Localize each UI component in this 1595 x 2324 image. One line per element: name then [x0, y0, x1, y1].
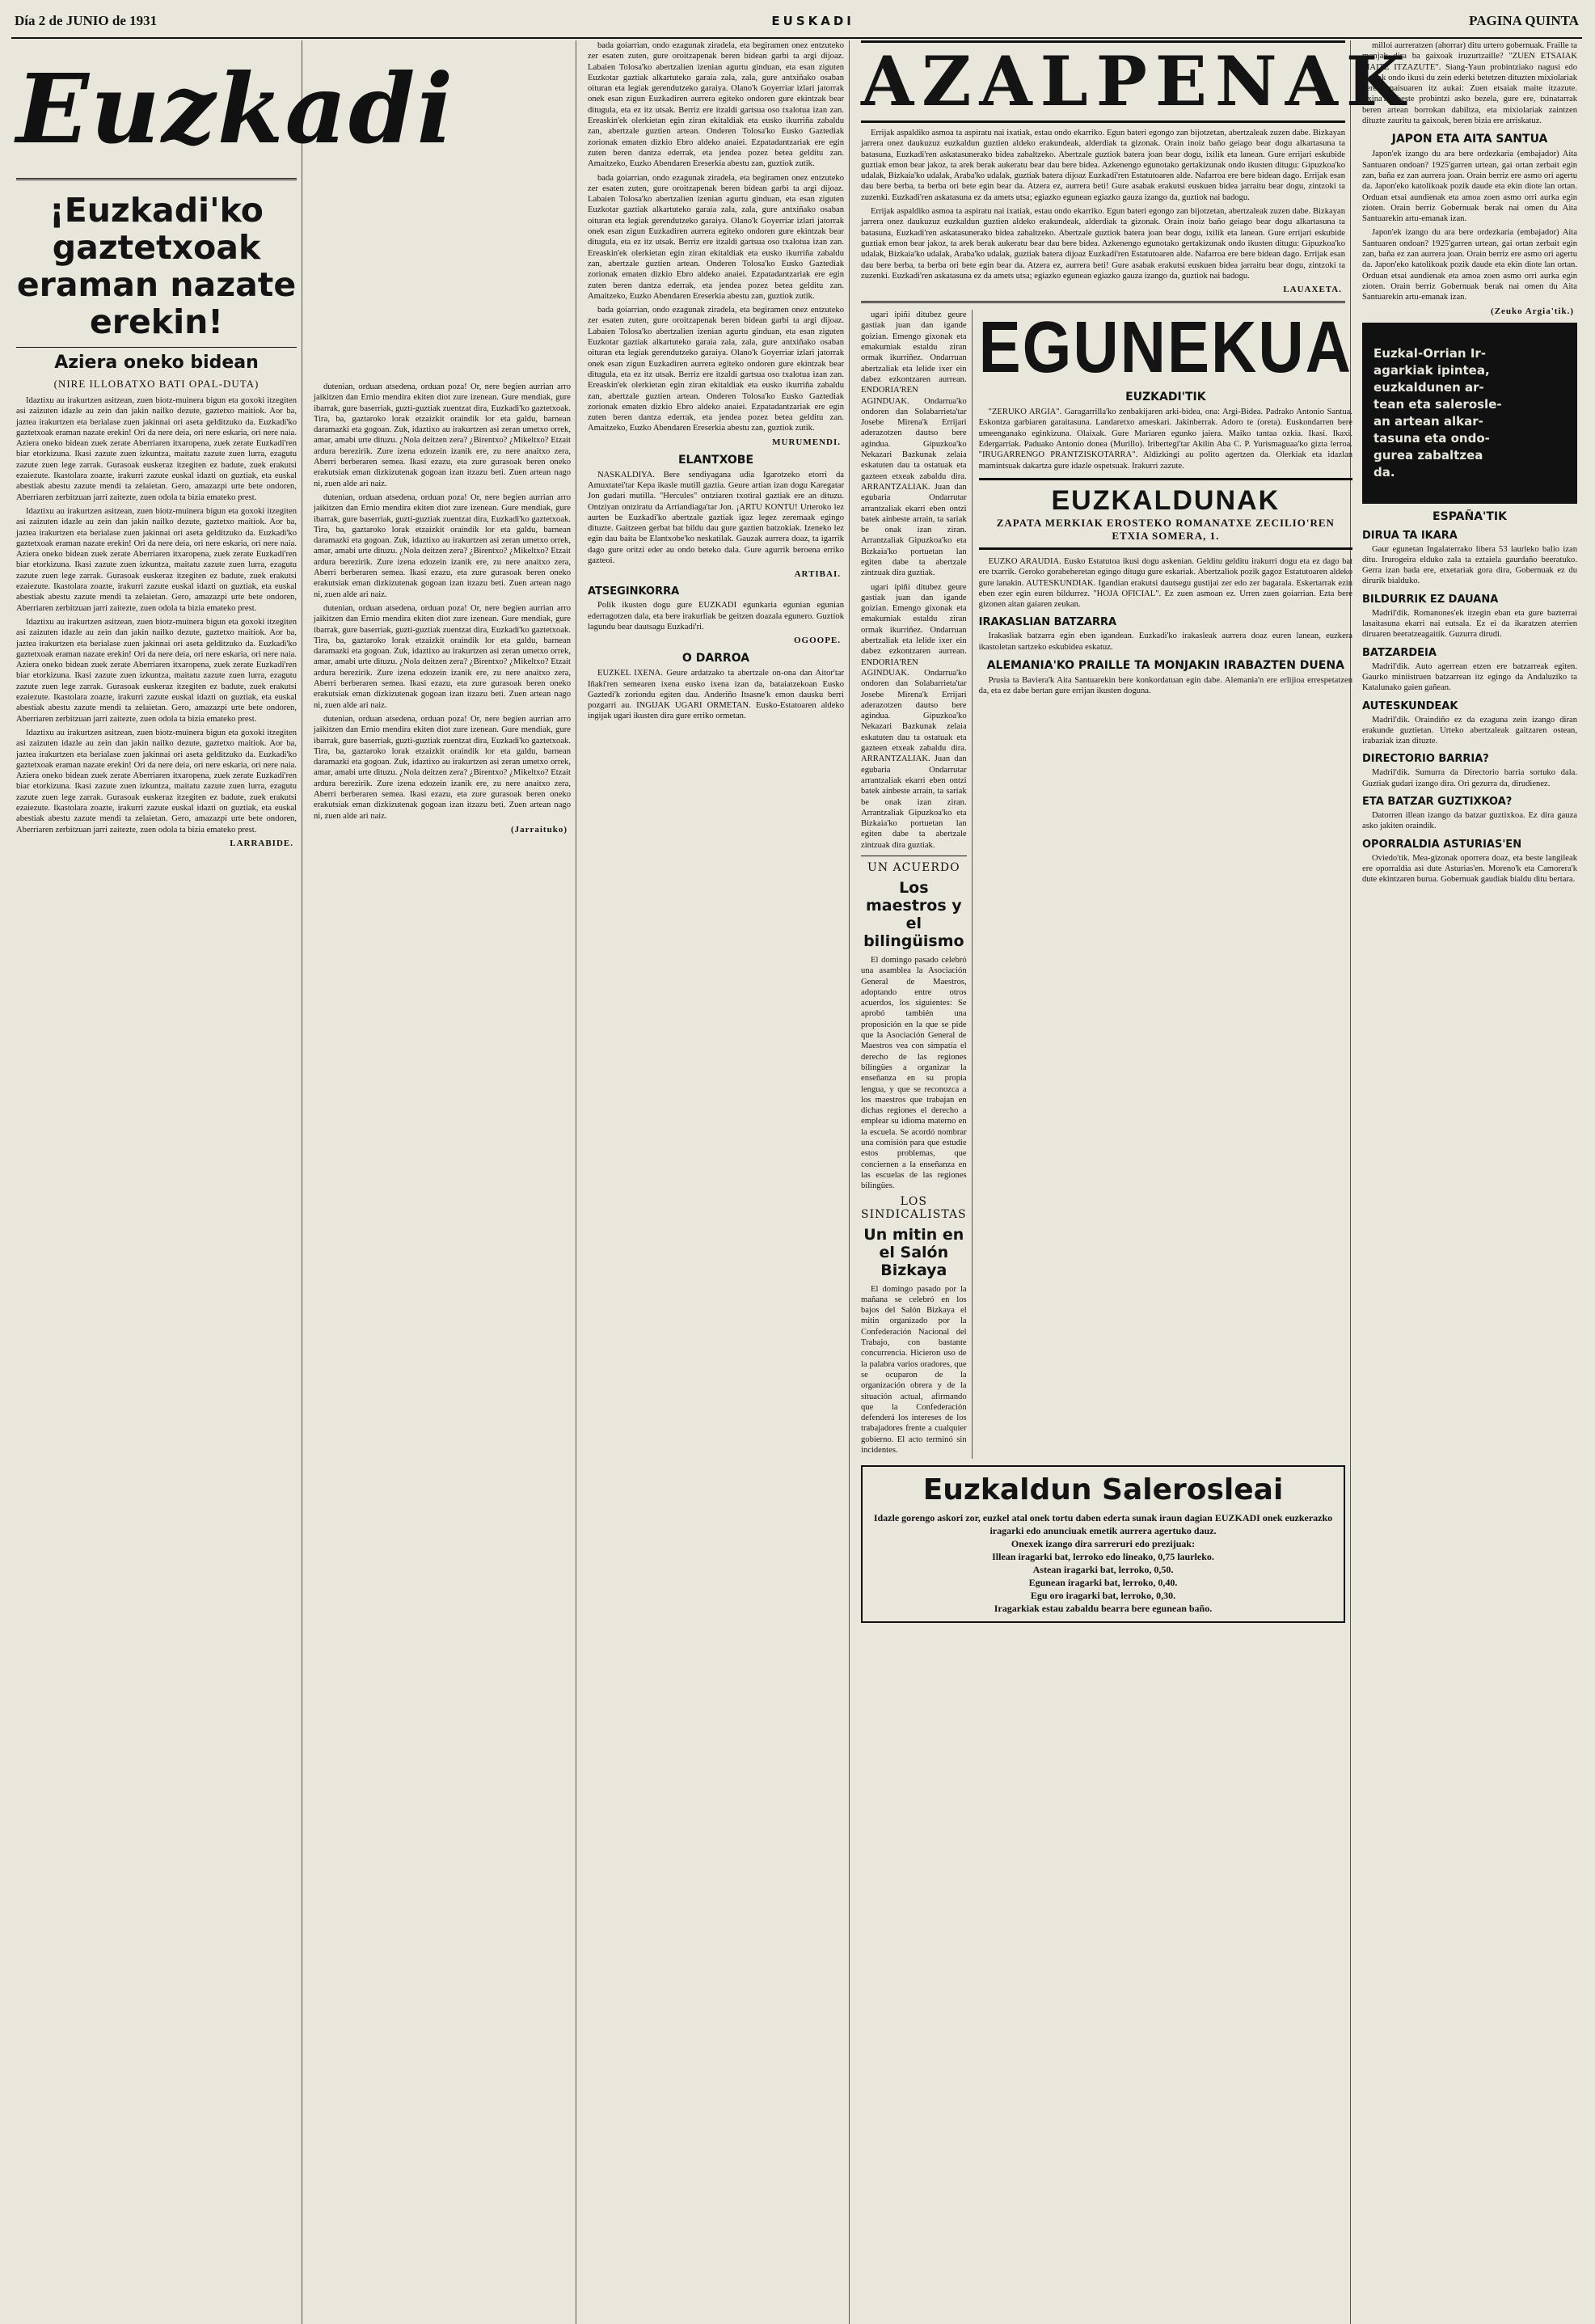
- ad-line: Egu oro iragarki bat, lerroko, 0,30.: [1030, 1590, 1176, 1602]
- header-date: Día 2 de JUNIO de 1931: [15, 13, 158, 28]
- bildurrik-body: Madril'dik. Romanones'ek itzegin eban eta gure bazterrai lasaitasuna ekarri nai eutsala. Ez ei da ikaratzen aterrien diruaren beeratzeagaitik. Guzurra dirudi.: [1362, 608, 1577, 640]
- alemania-body: Prusia ta Baviera'k Aita Santuarekin bere konkordatuan egin dabe. Alemania'n ere erlijioa errespetatzen da, eta ez dabe bertan gure errijan ikusten doguna.: [978, 676, 1353, 696]
- euzkaldunak-title: EUZKALDUNAK: [1051, 484, 1281, 516]
- section-maestros: Los maestros y el bilingüismo: [863, 879, 964, 950]
- column-4-right: [978, 306, 1353, 1459]
- black-notice-box: [1362, 323, 1577, 504]
- ad-line: Egunean iragarki bat, lerroko, 0,40.: [1028, 1577, 1178, 1589]
- article-body-continued-2: dutenian, orduan atsedena, orduan poza! Or, nere begien aurrian arro jaikitzen dan Ernio mendira ekiten diot zure izenean. Gure mendiak, gure ibarrak, gure baserriak, guzti-guztiak zuentzat dira, Euzkadi'ko gaztetxoak. Tira, ba, gaztaroko lorak etzaizkit oraindik lor eta galdu, barnean daramazki eta gogoan. Zuk, idaztixo au irakurtzen asi zeran umetxo orrek, amar, amabi urte dituzu. ¿Nola deitzen zera? ¿Birentxo? ¿Mikeltxo? Etzait ardura berezirik. Zure izena edozein izanik ere, zu nere anaitxo zera, Aberri berberaren semea. Ikasi ezazu, eta zure gurasoak beren oneko erakutsiak eman dizkizutenak gogoan izan itzazu beti. Zuen artean nago ni, zuen alde ari naiz.: [314, 603, 571, 710]
- article-body: milloi aurreratzen (ahorrar) ditu urtero gobernuak. Fraille ta monjak dira ba gaixoak iruzurtzaille? "ZUEN ETSAIAK MAITE ITZAZUTE". Siang-Yaun probintziako nagusi edo buruak ondo ikusi du zein ederki betetzen dituzten mixiolariak beren maisuaren itz aukai: Zuen etsaiak maite itzazute. Txina'ko beste probintzi asko bezela, gure ere, txinatarrak beren artean borrokan dabiltza, eta mixiolariak zaintzen dituzte zauritu ta gaixoak, beren bizia ere arriskatuz.: [1362, 41, 1577, 126]
- ad-line: Onexek izango dira sarreruri edo prezijuak:: [1011, 1538, 1196, 1550]
- euzkaldun-salerosleai-ad: [861, 1465, 1345, 1623]
- article-subhead: Aziera oneko bidean: [16, 347, 297, 373]
- directorio-body: Madril'dik. Sumurra da Directorio barria sortuko dala. Guztiak gudari izango dira. Ori gezurra da, dirudienez.: [1362, 768, 1577, 788]
- atsegin-body: Polik ikusten dogu gure EUZKADI egunkaria egunian egunian ederragotzen dala, eta bere irakurliak be geitzen doazala egunero. Guztiok lagundu bear dautsagu Euzkadi'ri.: [588, 601, 844, 632]
- article-body-continued: Idaztixu au irakurtzen asitzean, zuen biotz-muinera bigun eta goxoki itzegiten asi zaizuten idazle au zein dan jakin nailko dezute, gaztetxo maitiok. Aor ba, jaztea irakurtzen eta berialase zuen jakinnai ori aseta gelditzuko da. Euzkadi'ko gaztetxoak eraman nazate erekin! Ori da nere deia, ori nere eskaria, ori nere naia. Aziera oneko bidean zuek zerate Aberriaren itxaropena, zuek zerate Euzkadi'ren biar etorkizuna. Ikasi zazute zuen izkuntza, maitatu zazute zuen lurra, ezagutu zazute zuen lege zarrak. Gurasoak euskeraz itzegiten ez badute, zuek erakutsi ezaiezute. Ikastolara zoazte, irakurri zazute euskal idazti on guztiak, eta euskal abestiak abestu zazute mendi ta zelaietan. Gero, amazazpi urte bete ondoren, Aberriaren zerbitzuan jarri zaitezte, zuen odola ta bizia emateko prest.: [16, 506, 297, 613]
- araudia-body: EUZKO ARAUDIA. Eusko Estatutoa ikusi dogu askenian. Gelditu gelditu irakurri dogu eta ez dago bat ere txarrik. Geroko gorabeheretan egingo ditugu gure eskariak. Abertzaliok pozik gagoz Estatutoaren aldeko gure lanakin. AUTESKUNDIAK. Igandian erakutsi dautsegu gustijai zer edo zer bagarala. Eskertarrak ezin eben ezer egin euren bildurrez. "HOJA OFICIAL". Ez zuen asmoan ez. Urren zuen goiarrian. Ezta bere gizonen aitan gaiaren zeukan.: [978, 556, 1353, 610]
- column-4-left: [861, 310, 973, 1459]
- article-body-continued-2: bada goiarrian, ondo ezagunak ziradela, eta begiramen onez entzuteko zer esaten zuten, gure oroitzapenak beren bidean garbi ta argi dijoaz. Labaien Tolosa'ko abertzalien izenian agurtu ginduan, eta esan ziguten Euzkotar gaztiak alkartuteko garaia zala, zala, gure antxiñako osaban oituran eta legiak gerendutzeko garaiya. Olano'k Goyerriar izlari jatorrak onek esan zigun Euzkadiren aurrera egiteko ondoren gure ekintzak bear ditugula, eta ez itz utsak. Berriz ere itzaldi gartsua oso txalotua izan zan. Ereaskin'ek olerkietan egin ziran ekitaldiak eta eusko ikurriña zabaldu zan, abertzale guztien artean. Onderen Tolosa'ko Eusko Gaztediak zorionak ematen dizkio Ebro aldeko anaiei. Ezpatadantzariak ere egin zuten beren dantza ederrak, eta jendea pozez betea gelditu zan. Amaitzeko, ⁠Euzko Abendaren Ereserkia abestu zan, guztiok zutik.: [588, 306, 844, 433]
- section-alemania: ALEMANIA'KO PRAILLE TA MONJAKIN IRABAZTEN DUENA: [986, 659, 1344, 673]
- azalpenak-body: Errijak aspaldiko asmoa ta aspiratu nai ixatiak, estau ondo ekarriko. Egun bateri egongo zan bijotzetan, abertzaleak zuzen dabe. Bizkayan jarrera onez daukuzuz euzkaldun guztien aldeko erakundeak, alderdiak ta gizonak. Orain inoiz baño geiago bear dogu alkartasuna ta batasuna, Euzkadi'ren askatasunerako bidea zabaltzeko. Abertzale guztiok batera joan bear dogu, ixilik eta lanean. Gure errijari eskubide guztiak emon bear jakoz, ta arek berak aukeratu bear dau bere bidea. Azkenengo egunotako gertakizunak ondo ikusten ditugu: Gipuzkoa'ko udalak, Bizkaia'ko udalak, Araba'ko udalak, guztiak batera dijoaz Euzkadi'ren Estatutoaren alde. Nafarroa ere bere bidean dago. Errijak esan dau bere berba, ta berba ori bete egin bear da. Atzera ez, aurrera beti! Gure asabak erakutsi euskuen bidea jarraitu bear dogu, zintzoki ta zuzenki. Euzkadi'ren askatasuna ez da amets utsa; egiazko egunean egiazko gauza izango da, guztiok nai badogu.: [861, 129, 1345, 202]
- article-body-continued: bada goiarrian, ondo ezagunak ziradela, eta begiramen onez entzuteko zer esaten zuten, gure oroitzapenak beren bidean garbi ta argi dijoaz. Labaien Tolosa'ko abertzalien izenian agurtu ginduan, eta esan ziguten Euzkotar gaztiak alkartuteko garaia zala, zala, gure antxiñako osaban oituran eta legiak gerendutzeko garaiya. Olano'k Goyerriar izlari jatorrak onek esan zigun Euzkadiren aurrera egiteko ondoren gure ekintzak bear ditugula, eta ez itz utsak. Berriz ere itzaldi gartsua oso txalotua izan zan. Ereaskin'ek olerkietan egin ziran ekitaldiak eta eusko ikurriña zabaldu zan, abertzale guztien artean. Onderen Tolosa'ko Eusko Gaztediak zorionak ematen dizkio Ebro aldeko anaiei. Ezpatadantzariak ere egin zuten beren dantza ederrak, eta jendea pozez betea gelditu zan. Amaitzeko, ⁠Euzko Abendaren Ereserkia abestu zan, guztiok zutik.: [588, 173, 844, 301]
- section-directorio: DIRECTORIO BARRIA?: [1362, 753, 1489, 766]
- signature-murumendi: MURUMENDI.: [772, 437, 841, 447]
- section-atsegin: ATSEGINKORRA: [588, 585, 680, 598]
- elantxobe-body: NASKALDIYA. Bere sendiyagana udia Igarotzeko etorri da Amuxtatei'tar Kepa ikasle mutill gaztia. Geure artian izan dogu Karegatar Jon gudari mutilla. "Hercules" ontziaren txotiral gaztiak ere an dituzu. Ontziyan ontziratu da Arriandiaga'tar Jon. ¡ARTU KONTU! Urteroko lez aurten be Euzkadi'ko abertzale gaztiak igaz legez zeremaak egingo dituzte. Gaitzeen gerbat bat bildu dau gure gaztien batzokiak. Izeneko lez egin dau baita be Elantxobe'ko neskatilak. Gauzak aurrera doaz, ta igarrik dago gure oritzi eder au ondo beteko dala. Gure agurrik beroena erriko gazteoi.: [588, 470, 844, 566]
- dirua-body: Gaur egunetan Ingalaterrako libera 53 laurleko balio izan ditu. Irurogeira elduko zala ta eztaiela gaurdaño beeratuko. Gerra izan bada ere, etxetariak gora dira, Gobernuak ez du dirurik bialduko.: [1362, 544, 1577, 586]
- article-kicker: (NIRE ILLOBATXO BATI OPAL-DUTA): [53, 378, 260, 390]
- ad-title: Euzkaldun Salerosleai: [922, 1473, 1284, 1507]
- notice-line: agarkiak ipintea,: [1373, 362, 1490, 378]
- article-body-continued: dutenian, orduan atsedena, orduan poza! Or, nere begien aurrian arro jaikitzen dan Ernio mendira ekiten diot zure izenean. Gure mendiak, gure ibarrak, gure baserriak, guzti-guztiak zuentzat dira, Euzkadi'ko gaztetxoak. Tira, ba, gaztaroko lorak etzaizkit oraindik lor eta galdu, barnean daramazki eta gogoan. Zuk, idaztixo au irakurtzen asi zeran umetxo orrek, amar, amabi urte dituzu. ¿Nola deitzen zera? ¿Birentxo? ¿Mikeltxo? Etzait ardura berezirik. Zure izena edozein izanik ere, zu nere anaitxo zera, Aberri berberaren semea. Ikasi ezazu, eta zure gurasoak beren oneko erakutsiak eman dizkizutenak gogoan izan itzazu beti. Zuen artean nago ni, zuen alde ari naiz.: [314, 492, 571, 599]
- section-oporraldia: OPORRALDIA ASTURIAS'EN: [1362, 838, 1522, 851]
- notice-line: gurea zabaltzea: [1373, 447, 1483, 463]
- batzar-body: Datorren illean izango da batzar guztixkoa. Ez dira gauza asko jakiten oraindik.: [1362, 810, 1577, 831]
- section-auteskundeak: AUTESKUNDEAK: [1362, 699, 1458, 712]
- page-header: [11, 5, 1582, 39]
- auteskundeak-body: Madril'dik. Oraindiño ez da ezaguna zein izango diran erakunde guztietan. Urteko abertzaleak gaitzaren ostean, irabaziak izan dituzte.: [1362, 715, 1577, 746]
- article-body: Idaztixu au irakurtzen asitzean, zuen biotz-muinera bigun eta goxoki itzegiten asi zaizuten idazle au zein dan jakin nailko dezute, gaztetxo maitiok. Aor ba, jaztea irakurtzen eta berialase zuen jakinnai ori aseta gelditzuko da. Euzkadi'ko gaztetxoak eraman nazate erekin! Ori da nere deia, ori nere eskaria, ori nere naia. Aziera oneko bidean zuek zerate Aberriaren itxaropena, zuek zerate Euzkadi'ren biar etorkizuna. Ikasi zazute zuen izkuntza, maitatu zazute zuen lurra, ezagutu zazute zuen lege zarrak. Gurasoak euskeraz itzegiten ez badute, zuek erakutsi ezaiezute. Ikastolara zoazte, irakurri zazute euskal idazti on guztiak, eta euskal abestiak abestu zazute mendi ta zelaietan. Gero, amazazpi urte bete ondoren, Aberriaren zerbitzuan jarri zaitezte, zuen odola ta bizia emateko prest.: [16, 396, 297, 502]
- irakaslian-body: Irakasliak batzarra egin eben igandean. Euzkadi'ko irakasleak aurrera doaz euren lanean, euzkera ikastoletan sartzeko eskubidea eskatuz.: [978, 632, 1353, 652]
- notice-line: Euzkal-Orrian Ir-: [1373, 345, 1487, 361]
- ad-line: Iragarkiak estau zabaldu bearra bere egunean baño.: [994, 1603, 1213, 1615]
- egunekua-subtitle: EUZKADI'TIK: [1125, 391, 1206, 404]
- article-body: dutenian, orduan atsedena, orduan poza! Or, nere begien aurrian arro jaikitzen dan Ernio mendira ekiten diot zure izenean. Gure mendiak, gure ibarrak, gure baserriak, guzti-guztiak zuentzat dira, Euzkadi'ko gaztetxoak. Tira, ba, gaztaroko lorak etzaizkit oraindik lor eta galdu, barnean daramazki eta gogoan. Zuk, idaztixo au irakurtzen asi zeran umetxo orrek, amar, amabi urte dituzu. ¿Nola deitzen zera? ¿Birentxo? ¿Mikeltxo? Etzait ardura berezirik. Zure izena edozein izanik ere, zu nere anaitxo zera, Aberri berberaren semea. Ikasi ezazu, eta zure gurasoak beren oneko erakutsiak eman dizkizutenak gogoan izan itzazu beti. Zuen artean nago ni, zuen alde ari naiz.: [314, 382, 571, 488]
- continued-note: (Jarraituko): [510, 824, 568, 835]
- section-mitin: Un mitin en el Salón Bizkaya: [863, 1225, 964, 1279]
- section-batzardeia: BATZARDEIA: [1362, 646, 1437, 659]
- batzardeia-body: Madril'dik. Auto agerrean etzen ere batzarreak egiten. Gaurko miniistruen batzarrean itz egingo da Andaluziko ta Katalunako gaien gañean.: [1362, 661, 1577, 693]
- section-irakaslian: IRAKASLIAN BATZARRA: [978, 616, 1117, 629]
- ad-line: Illean iragarki bat, lerroko edo lineako, 0,75 laurleko.: [992, 1551, 1214, 1563]
- columns: [11, 40, 1582, 2324]
- japon-body: Japon'ek izango du ara bere ordezkaria (embajador) Aita Santuaren ondoan? 1925'garren urtean, gai ortan zerbait egin zan, baña ez zan aurrera joan. Orain berriz ere asmo ori agertu da. Japon'eko katolikoak pozik daude eta ekin diote lan ortan. Orduan etsai aundienak eta amoa zoen asmo orri aurka egin zioten. Orain berriz Gobernuak berak nai omen du Aita Santuarekin artu-emanak izan.: [1362, 150, 1577, 224]
- section-batzar: ETA BATZAR GUZTIXKOA?: [1362, 795, 1513, 808]
- euzkaldunak-ad: [979, 478, 1352, 550]
- notice-line: an artean alkar-: [1373, 413, 1483, 429]
- euzkaldunak-subtitle: ZAPATA MERKIAK EROSTEKO ROMANATXE ZECILIO'REN ETXIA SOMERA, 1.: [996, 516, 1335, 542]
- section-title-egunekua: EGUNEKUA: [978, 306, 1353, 388]
- lower-body: ugari ipiñi ditubez geure gastiak juan dan igande goizian. Emengo gixonak eta emakumiak estaldu ziran ormak ikurriñez. Ondarruan abertzaliak eta lelide ixer ein dabez ezkontzaren aurrean. ENDORIA'REN AGINDUAK. Ondarrua'ko ondoren dan Solabarrieta'tar Josebe Mirena'k Errijari aderazotzen dautso bere agindua. Gipuzkoa'ko Nekazari Bazkunak zelaia eskatuten dau ta ostatuak eta gazteen etxeak zabaldu dira. ARRANTZALIAK. Juan dan egubaria Ondarrutar arrantzaliak ekarri eben ontzi batek ainbeste arrain, ta sariak be onak izan ziran. Arrantzaliak Gipuzkoa'ko eta Bizkaia'ko portuetan lan egiten dabe ta abertzale zintzuak dira guztiak.: [861, 311, 967, 578]
- section-dirua: DIRUA TA IKARA: [1362, 529, 1458, 542]
- notice-line: tean eta salerosle-: [1373, 396, 1502, 412]
- notice-line: tasuna eta ondo-: [1373, 430, 1490, 446]
- azalpenak-body-continued: Errijak aspaldiko asmoa ta aspiratu nai ixatiak, estau ondo ekarriko. Egun bateri egongo zan bijotzetan, abertzaleak zuzen dabe. Bizkayan jarrera onez daukuzuz euzkaldun guztien aldeko erakundeak, alderdiak ta gizonak. Orain inoiz baño geiago bear dogu alkartasuna ta batasuna, Euzkadi'ren askatasunerako bidea zabaltzeko. Abertzale guztiok batera joan bear dogu, ixilik eta lanean. Gure errijari eskubide guztiak emon bear jakoz, ta arek berak aukeratu bear dau bere bidea. Azkenengo egunotako gertakizunak ondo ikusten ditugu: Gipuzkoa'ko udalak, Bizkaia'ko udalak, Araba'ko udalak, guztiak batera dijoaz Euzkadi'ren Estatutoaren alde. Nafarroa ere bere bidean dago. Errijak esan dau bere berba, ta berba ori bete egin bear da. Atzera ez, aurrera beti! Gure asabak erakutsi euskuen bidea jarraitu bear dogu, zintzoki ta zuzenki. Euzkadi'ren askatasuna ez da amets utsa; egiazko egunean egiazko gauza izango da, guztiok nai badogu.: [861, 207, 1345, 281]
- japon-body-continued: Japon'ek izango du ara bere ordezkaria (embajador) Aita Santuaren ondoan? 1925'garren urtean, gai ortan zerbait egin zan, baña ez zan aurrera joan. Orain berriz ere asmo ori agertu da. Japon'eko katolikoak pozik daude eta ekin diote lan ortan. Orduan etsai aundienak eta amoa zoen asmo orri aurka egin zioten. Orain berriz Gobernuak berak nai omen du Aita Santuarekin artu-emanak izan.: [1362, 228, 1577, 302]
- article-body-continued-3: Idaztixu au irakurtzen asitzean, zuen biotz-muinera bigun eta goxoki itzegiten asi zaizuten idazle au zein dan jakin nailko dezute, gaztetxo maitiok. Aor ba, jaztea irakurtzen eta berialase zuen jakinnai ori aseta gelditzuko da. Euzkadi'ko gaztetxoak eraman nazate erekin! Ori da nere deia, ori nere eskaria, ori nere naia. Aziera oneko bidean zuek zerate Aberriaren itxaropena, zuek zerate Euzkadi'ren biar etorkizuna. Ikasi zazute zuen izkuntza, maitatu zazute zuen lurra, ezagutu zazute zuen lege zarrak. Gurasoak euskeraz itzegiten ez badute, zuek erakutsi ezaiezute. Ikastolara zoazte, irakurri zazute euskal idazti on guztiak, eta euskal abestiak abestu zazute mendi ta zelaietan. Gero, amazazpi urte bete ondoren, Aberriaren zerbitzuan jarri zaitezte, zuen odola ta bizia emateko prest.: [16, 728, 297, 835]
- main-headline: ¡Euzkadi'ko gaztetxoak eraman nazate erekin!: [16, 191, 297, 341]
- notice-line: euzkaldunen ar-: [1373, 379, 1484, 395]
- notice-line: da.: [1373, 464, 1395, 480]
- section-espana: ESPAÑA'TIK: [1433, 509, 1507, 523]
- darroa-body: EUZKEL IXENA. Geure ardatzako ta abertzale on-ona dan Aitor'tar Iñaki'ren semearen ixena eusko ixena izan da, bataiatzekoan Eusko Gaztedi'k zoriondu egiten dau. Anderiño Itsasne'k emon dausku berri pozgarri au. INGIJAK UGARI ORMETAN. Eusko-Estatoaren aldeko ingijak ugari ikusten dira gure erriko ormetan.: [588, 669, 844, 721]
- header-paper-name: EUSKADI: [771, 14, 854, 28]
- column-5: [1357, 40, 1582, 2324]
- mitin-body: El domingo pasado por la mañana se celebró en los bajos del Salón Bizkaya el mitin organizado por la Confederación Nacional del Trabajo, con bastante concurrencia. Hicieron uso de la palabra varios oradores, que se ocuparon de la organización obrera y de la situación actual, afirmando que la Confederación defenderá los intereses de los trabajadores frente a cualquier gobierno. El acto terminó sin incidentes.: [861, 1284, 967, 1455]
- column-2: [309, 40, 576, 2324]
- signature-zeuko-argia: (Zeuko Argia'tik.): [1491, 306, 1574, 316]
- article-signature: LARRABIDE.: [230, 838, 293, 848]
- section-elantxobe: ELANTXOBE: [677, 453, 754, 467]
- ad-line: Astean iragarki bat, lerroko, 0,50.: [1032, 1564, 1174, 1576]
- header-page-number: PAGINA QUINTA: [1469, 13, 1579, 28]
- column-3: [583, 40, 850, 2324]
- maestros-body: El domingo pasado celebró una asamblea la Asociación General de Maestros, adoptando entre otros acuerdos, los siguientes: Se aprobó también una proposición en la que se pide que la Asociación General de Maestros vea con simpatía el derecho de las regiones bilingües a organizar la enseñanza en su propia lengua, y que se reconozca a los maestros que trabajan en dichas regiones el derecho a emplear su idioma materno en la escuela. Se acordó nombrar una comisión para que estudie estos problemas, que conciernen a la enseñanza en las escuelas de las regiones bilingües.: [861, 956, 967, 1191]
- article-body-continued-3: dutenian, orduan atsedena, orduan poza! Or, nere begien aurrian arro jaikitzen dan Ernio mendira ekiten diot zure izenean. Gure mendiak, gure ibarrak, gure baserriak, guzti-guztiak zuentzat dira, Euzkadi'ko gaztetxoak. Tira, ba, gaztaroko lorak etzaizkit oraindik lor eta galdu, barnean daramazki eta gogoan. Zuk, idaztixo au irakurtzen asi zeran umetxo orrek, amar, amabi urte dituzu. ¿Nola deitzen zera? ¿Birentxo? ¿Mikeltxo? Etzait ardura berezirik. Zure izena edozein izanik ere, zu nere anaitxo zera, Aberri berberaren semea. Ikasi ezazu, eta zure gurasoak beren oneko erakutsiak eman dizkizutenak gogoan izan itzazu beti. Zuen artean nago ni, zuen alde ari naiz.: [314, 714, 571, 821]
- egunekua-body: "ZERUKO ARGIA". Garagarrilla'ko zenbakijaren arki-bidea, ona: Argi-Bidea. Padrako Antonio Santua. Eskontza garbiaren garaitasuna. Landaretxo ameskari. Jakinberrak. Adoro te (oreta). Euskondarren bere umeenganako eginkizuna. Olaixak. Gure Mariaren egunko jaiera. Maiko tantaa ozkia. Ikasi. Ikaxi. Edergarriak. Paduako Antonio donea (Murillo). Iribertegi'tar Akilin Aba C. P. Yurismaguaa'ko gizta lerroa. "IRUGARRENGO PRANTZISKOTARRA". Aldizkingi au polito agertzen da. Olerkiak eta idazlan mamintsuak dakartza gure idazle ospetsuak. Irakurri zazute.: [978, 408, 1353, 471]
- section-sindicalistas: LOS SINDICALISTAS: [861, 1194, 967, 1221]
- ad-line: Idazle gorengo askori zor, euzkel atal onek tortu daben ederta sunak iraun dagian EUZKADI onek euzkerazko iragarki edo anunciuak emetik aurrera agertuko dauz.: [873, 1512, 1333, 1537]
- signature-artibai: ARTIBAI.: [794, 569, 841, 580]
- lower-body-continued: ugari ipiñi ditubez geure gastiak juan dan igande goizian. Emengo gixonak eta emakumiak estaldu ziran ormak ikurriñez. Ondarruan abertzaliak eta lelide ixer ein dabez ezkontzaren aurrean. ENDORIA'REN AGINDUAK. Ondarrua'ko ondoren dan Solabarrieta'tar Josebe Mirena'k Errijari aderazotzen dautso bere agindua. Gipuzkoa'ko Nekazari Bazkunak zelaia eskatuten dau ta ostatuak eta gazteen etxeak zabaldu dira. ARRANTZALIAK. Juan dan egubaria Ondarrutar arrantzaliak ekarri eben ontzi batek ainbeste arrain, ta sariak be onak izan ziran. Arrantzaliak Gipuzkoa'ko eta Bizkaia'ko portuetan lan egiten dabe ta abertzale zintzuak dira guztiak.: [861, 582, 967, 850]
- signature-lauaxeta: LAUAXETA.: [1283, 285, 1342, 295]
- section-title-azalpenak: AZALPENAK: [861, 41, 1413, 121]
- article-body-continued-2: Idaztixu au irakurtzen asitzean, zuen biotz-muinera bigun eta goxoki itzegiten asi zaizuten idazle au zein dan jakin nailko dezute, gaztetxo maitiok. Aor ba, jaztea irakurtzen eta berialase zuen jakinnai ori aseta gelditzuko da. Euzkadi'ko gaztetxoak eraman nazate erekin! Ori da nere deia, ori nere eskaria, ori nere naia. Aziera oneko bidean zuek zerate Aberriaren itxaropena, zuek zerate Euzkadi'ren biar etorkizuna. Ikasi zazute zuen izkuntza, maitatu zazute zuen lurra, ezagutu zazute zuen lege zarrak. Gurasoak euskeraz itzegiten ez badute, zuek erakutsi ezaiezute. Ikastolara zoazte, irakurri zazute euskal idazti on guztiak, eta euskal abestiak abestu zazute mendi ta zelaietan. Gero, amazazpi urte bete ondoren, Aberriaren zerbitzuan jarri zaitezte, zuen odola ta bizia emateko prest.: [16, 617, 297, 724]
- article-body: bada goiarrian, ondo ezagunak ziradela, eta begiramen onez entzuteko zer esaten zuten, gure oroitzapenak beren bidean garbi ta argi dijoaz. Labaien Tolosa'ko abertzalien izenian agurtu ginduan, eta esan ziguten Euzkotar gaztiak alkartuteko garaia zala, zala, gure antxiñako osaban oituran eta legiak gerendutzeko garaiya. Olano'k Goyerriar izlari jatorrak onek esan zigun Euzkadiren aurrera egiteko ondoren gure ekintzak bear ditugula, eta ez itz utsak. Berriz ere itzaldi gartsua oso txalotua izan zan. Ereaskin'ek olerkietan egin ziran ekitaldiak eta eusko ikurriña zabaldu zan, abertzale guztien artean. Onderen Tolosa'ko Eusko Gaztediak zorionak ematen dizkio Ebro aldeko anaiei. Ezpatadantzariak ere egin zuten beren dantza ederrak, eta jendea pozez betea gelditu zan. Amaitzeko, ⁠Euzko Abendaren Ereserkia abestu zan, guztiok zutik.: [588, 41, 844, 169]
- section-un-acuerdo: UN ACUERDO: [867, 861, 960, 874]
- section-darroa: O DARROA: [681, 652, 750, 666]
- oporraldia-body: Oviedo'tik. Mea-gizonak oporrera doaz, eta beste langileak ere oporraldia asi dute Asturias'en. Moreno'k eta Camorera'k dute ekintzaren burua. Gobernuak gaudiak bialdu ditu bertara.: [1362, 853, 1577, 885]
- masthead-logo: Euzkadi: [16, 40, 297, 180]
- section-bildurrik: BILDURRIK EZ DAUANA: [1362, 593, 1499, 606]
- section-japon: JAPON ETA AITA SANTUA: [1391, 133, 1548, 146]
- signature-ogoope: OGOOPE.: [793, 636, 841, 646]
